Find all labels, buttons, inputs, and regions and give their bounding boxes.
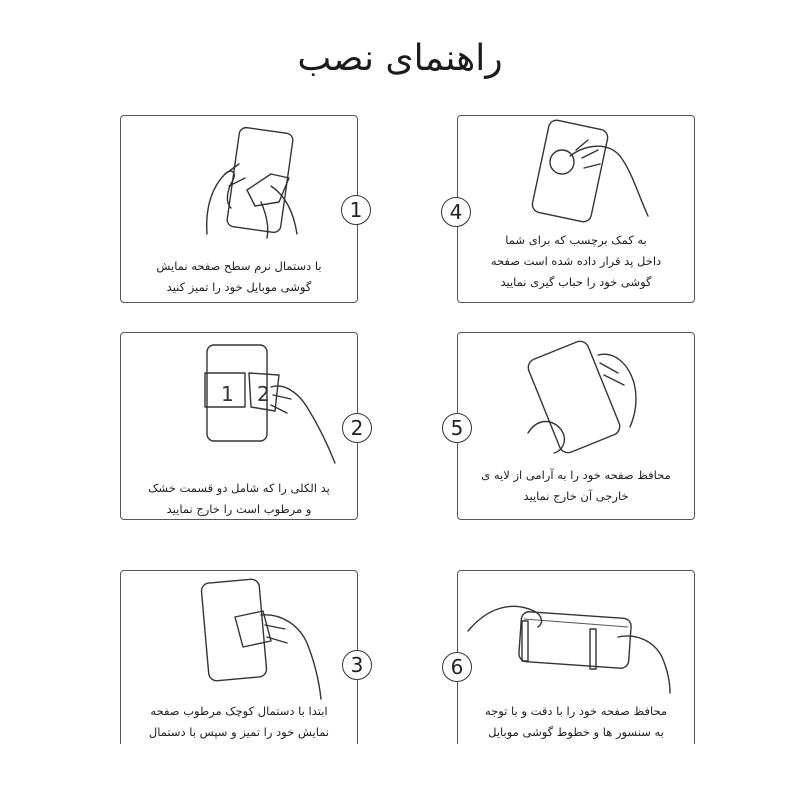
step-1-caption: با دستمال نرم سطح صفحه نمایش گوشی موبایل خود را تمیز کنید	[156, 259, 322, 294]
step-6-panel	[457, 570, 695, 758]
step-2-caption: پد الکلی را که شامل دو قسمت خشک و مرطوب است را خارج نمایید	[148, 481, 330, 516]
bottom-crop-mask	[0, 744, 800, 800]
page-title: راهنمای نصب	[297, 38, 503, 79]
step-5-panel	[457, 332, 695, 520]
apply-protector-illustration	[458, 571, 696, 696]
cleaning-cloth-illustration	[121, 116, 359, 256]
step-1-panel	[120, 115, 358, 303]
step-2-panel	[120, 332, 358, 520]
step-2-number: 2	[342, 413, 372, 443]
step-6-caption: محافظ صفحه خود را با دقت و با توجه به سنسور ها و خطوط گوشی موبایل	[484, 704, 668, 739]
step-3-number: 3	[342, 650, 372, 680]
alcohol-pad-illustration	[121, 333, 359, 473]
dry-pad-label: 2	[257, 382, 270, 406]
step-1-number: 1	[341, 195, 371, 225]
step-3-caption: ابتدا با دستمال کوچک مرطوب صفحه نمایش خود را تمیز و سپس با دستمال	[148, 704, 330, 739]
step-6-number: 6	[442, 652, 472, 682]
dust-sticker-illustration	[458, 116, 696, 231]
step-5-caption: محافظ صفحه خود را به آرامی از لایه ی خارجی آن خارج نمایید	[481, 468, 671, 503]
wipe-screen-illustration	[121, 571, 359, 701]
peel-protector-illustration	[458, 333, 696, 458]
step-5-number: 5	[442, 413, 472, 443]
step-3-panel	[120, 570, 358, 758]
step-4-panel	[457, 115, 695, 303]
step-4-number: 4	[441, 197, 471, 227]
step-4-caption: به کمک برچسب که برای شما داخل پد قرار داده شده است صفحه گوشی خود را حباب گیری نمایید	[490, 233, 662, 289]
wet-pad-label: 1	[221, 382, 234, 406]
